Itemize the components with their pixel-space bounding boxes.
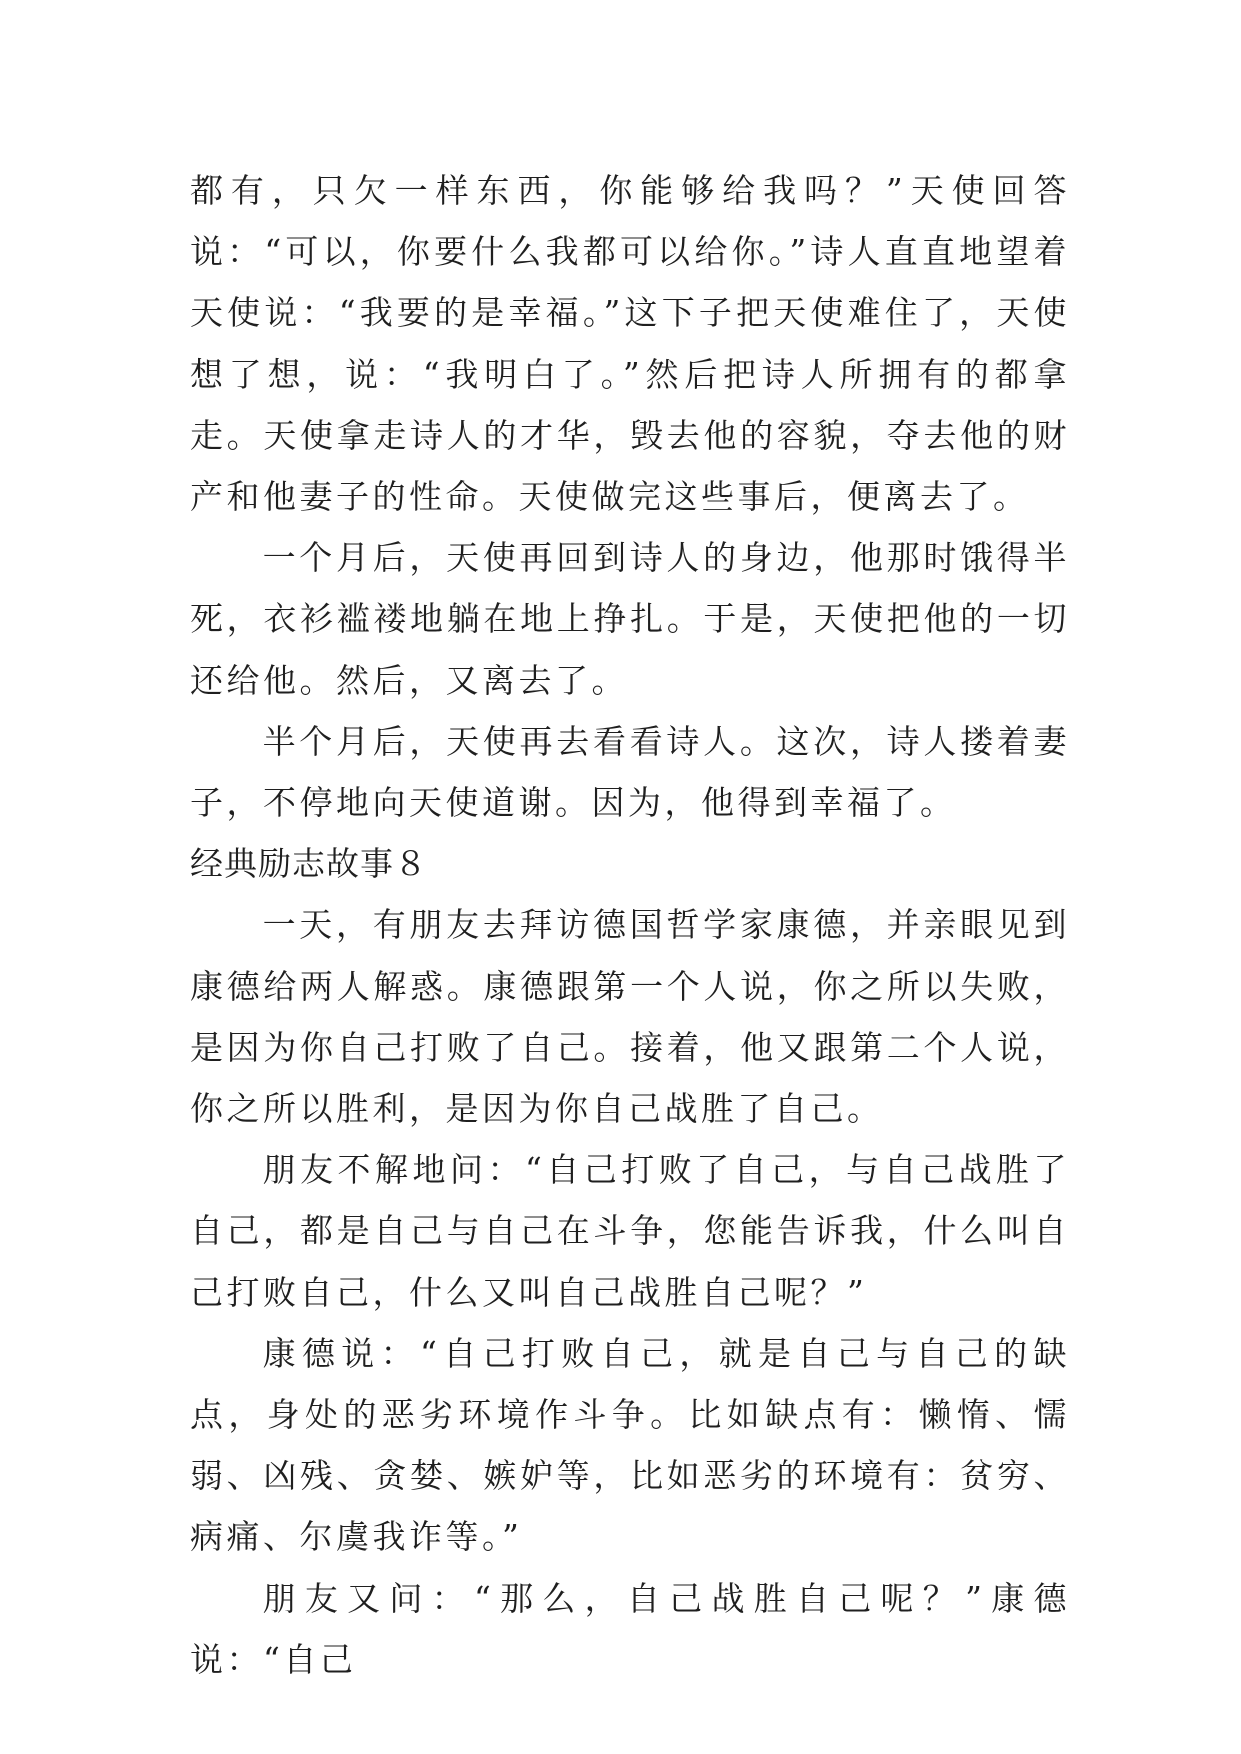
section-heading: 经典励志故事８ xyxy=(190,844,428,884)
paragraph: 一天，有朋友去拜访德国哲学家康德，并亲眼见到康德给两人解惑。康德跟第一个人说，你之所以失败，是因为你自己打败了自己。接着，他又跟第二个人说，你之所以胜利，是因为你自己战胜了自己。 xyxy=(190,905,1070,1129)
paragraph: 康德说：“自己打败自己，就是自己与自己的缺点，身处的恶劣环境作斗争。比如缺点有：懒惰、懦弱、凶残、贪婪、嫉妒等，比如恶劣的环境有：贫穷、病痛、尔虞我诈等。” xyxy=(190,1333,1070,1557)
paragraph: 朋友又问：“那么，自己战胜自己呢？”康德说：“自己 xyxy=(190,1578,1070,1679)
paragraph-continuation: 都有，只欠一样东西，你能够给我吗？”天使回答说：“可以，你要什么我都可以给你。”诗人直直地望着天使说：“我要的是幸福。”这下子把天使难住了，天使想了想，说：“我明白了。”然后把诗人所拥有的都拿走。天使拿走诗人的才华，毁去他的容貌，夺去他的财产和他妻子的性命。天使做完这些事后，便离去了。 xyxy=(190,171,1070,517)
paragraph: 半个月后，天使再去看看诗人。这次，诗人搂着妻子，不停地向天使道谢。因为，他得到幸福了。 xyxy=(190,721,1070,823)
paragraph: 一个月后，天使再回到诗人的身边，他那时饿得半死，衣衫褴褛地躺在地上挣扎。于是，天使把他的一切还给他。然后，又离去了。 xyxy=(190,538,1070,700)
paragraph: 朋友不解地问：“自己打败了自己，与自己战胜了自己，都是自己与自己在斗争，您能告诉我，什么叫自己打败自己，什么又叫自己战胜自己呢？” xyxy=(190,1150,1070,1312)
document-body xyxy=(190,160,1070,1690)
